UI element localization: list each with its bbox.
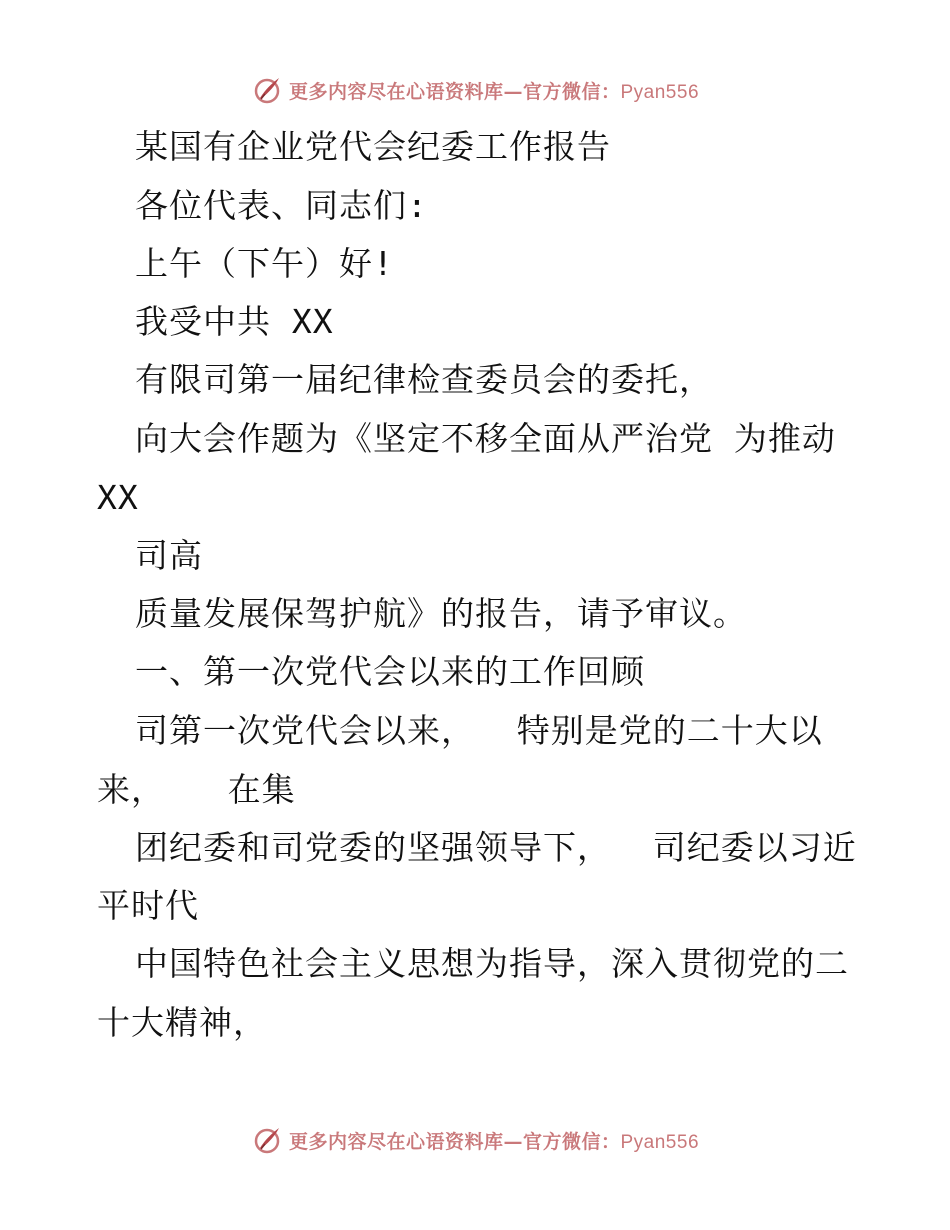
document-title: 某国有企业党代会纪委工作报告	[135, 127, 611, 166]
text-line: XX	[97, 478, 139, 517]
text-line: 司高	[135, 536, 203, 575]
text-line: 平时代	[97, 886, 199, 925]
watermark-id: Pyan556	[620, 81, 700, 103]
text-line: 司第一次党代会以来， 特别是党的二十大以	[135, 711, 823, 750]
watermark-id: Pyan556	[620, 1131, 700, 1153]
text-line: 向大会作题为《坚定不移全面从严治党 为推动	[135, 419, 836, 458]
watermark-text	[289, 1127, 699, 1154]
text-line: 十大精神，	[97, 1003, 267, 1042]
text-line: 来， 在集	[97, 770, 296, 809]
feather-quill-circle-icon	[251, 1124, 283, 1156]
watermark-footer	[0, 1120, 950, 1160]
text-line: 中国特色社会主义思想为指导，深入贯彻党的二	[135, 944, 849, 983]
text-line: 质量发展保驾护航》的报告，请予审议。	[135, 594, 747, 633]
text-line: 上午（下午）好!	[135, 244, 394, 283]
text-line: 团纪委和司党委的坚强领导下， 司纪委以习近	[135, 828, 857, 867]
text-line: 我受中共 XX	[135, 302, 334, 341]
section-heading: 一、第一次党代会以来的工作回顾	[135, 652, 645, 691]
watermark-label: 更多内容尽在心语资料库—官方微信：	[288, 1130, 621, 1153]
text-line: 有限司第一届纪律检查委员会的委托，	[135, 360, 713, 399]
text-line: 各位代表、同志们:	[135, 186, 428, 225]
watermark-label: 更多内容尽在心语资料库—官方微信：	[288, 80, 621, 103]
